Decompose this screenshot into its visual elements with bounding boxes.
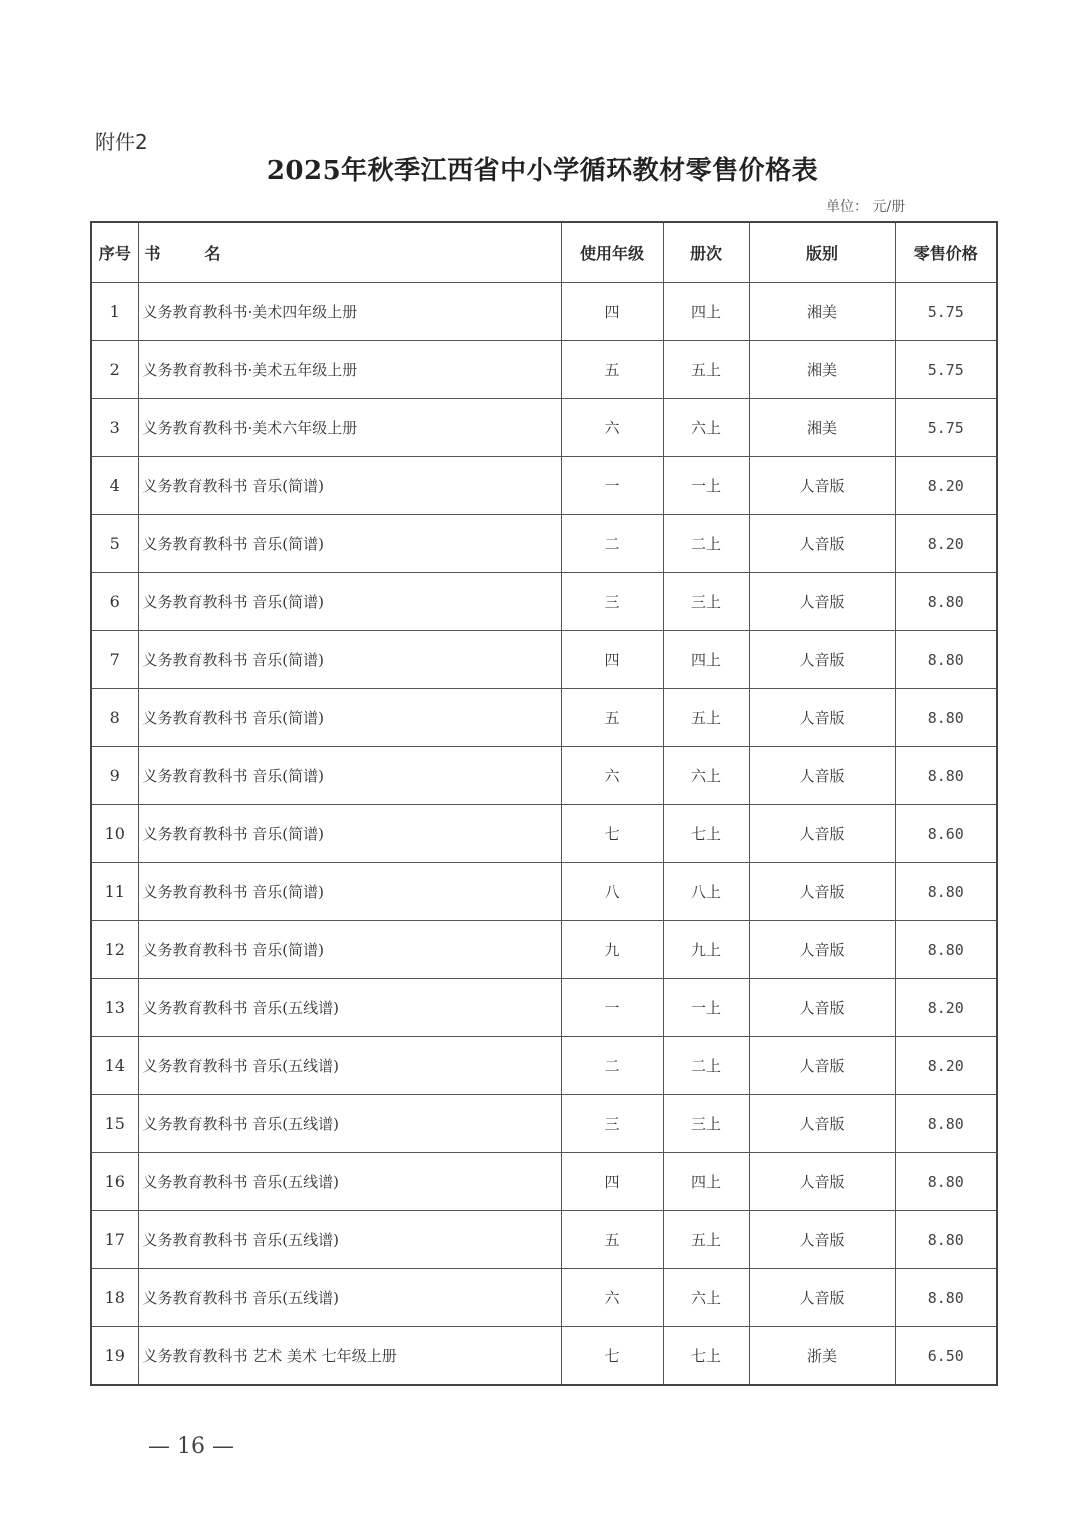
table-row: [91, 805, 997, 863]
cell-no: 19: [91, 1327, 138, 1386]
cell-edition: 浙美: [749, 1327, 895, 1386]
cell-no: 15: [91, 1095, 138, 1153]
cell-name: 义务教育教科书 音乐(简谱): [138, 515, 561, 573]
cell-grade: 八: [561, 863, 663, 921]
cell-no: 3: [91, 399, 138, 457]
table-row: [91, 573, 997, 631]
cell-volume: 二上: [663, 515, 749, 573]
cell-grade: 二: [561, 1037, 663, 1095]
cell-no: 18: [91, 1269, 138, 1327]
cell-price: 8.80: [895, 631, 997, 689]
cell-price: 8.80: [895, 1269, 997, 1327]
header-name-part2: 名: [204, 244, 221, 263]
cell-grade: 五: [561, 1211, 663, 1269]
page-number: — 16 —: [148, 1434, 234, 1459]
table-row: [91, 283, 997, 341]
cell-name: 义务教育教科书 音乐(简谱): [138, 573, 561, 631]
cell-no: 6: [91, 573, 138, 631]
cell-price: 6.50: [895, 1327, 997, 1386]
cell-edition: 人音版: [749, 979, 895, 1037]
cell-price: 5.75: [895, 283, 997, 341]
cell-name: 义务教育教科书 艺术 美术 七年级上册: [138, 1327, 561, 1386]
cell-name: 义务教育教科书 音乐(简谱): [138, 689, 561, 747]
cell-price: 8.20: [895, 1037, 997, 1095]
cell-no: 13: [91, 979, 138, 1037]
cell-volume: 一上: [663, 979, 749, 1037]
cell-name: 义务教育教科书 音乐(五线谱): [138, 1095, 561, 1153]
cell-grade: 六: [561, 747, 663, 805]
cell-grade: 六: [561, 1269, 663, 1327]
unit-note: 单位： 元/册: [826, 199, 906, 215]
header-price: 零售价格: [895, 222, 997, 283]
cell-price: 8.80: [895, 863, 997, 921]
table-row: [91, 1095, 997, 1153]
cell-price: 8.20: [895, 515, 997, 573]
table-row: [91, 1327, 997, 1386]
cell-no: 16: [91, 1153, 138, 1211]
cell-volume: 四上: [663, 283, 749, 341]
cell-price: 5.75: [895, 341, 997, 399]
cell-grade: 七: [561, 805, 663, 863]
cell-no: 8: [91, 689, 138, 747]
cell-grade: 三: [561, 1095, 663, 1153]
cell-grade: 六: [561, 399, 663, 457]
cell-grade: 五: [561, 689, 663, 747]
cell-grade: 五: [561, 341, 663, 399]
cell-volume: 九上: [663, 921, 749, 979]
table-row: [91, 747, 997, 805]
header-name-part1: 书: [144, 244, 161, 263]
cell-price: 8.80: [895, 573, 997, 631]
cell-volume: 四上: [663, 1153, 749, 1211]
cell-edition: 湘美: [749, 341, 895, 399]
cell-no: 14: [91, 1037, 138, 1095]
cell-volume: 八上: [663, 863, 749, 921]
table-body: [91, 283, 997, 1386]
cell-no: 4: [91, 457, 138, 515]
table-header-row: [91, 222, 997, 283]
cell-price: 8.20: [895, 457, 997, 515]
cell-volume: 六上: [663, 399, 749, 457]
cell-price: 8.60: [895, 805, 997, 863]
cell-name: 义务教育教科书 音乐(简谱): [138, 457, 561, 515]
cell-no: 7: [91, 631, 138, 689]
cell-grade: 七: [561, 1327, 663, 1386]
table-row: [91, 341, 997, 399]
cell-no: 10: [91, 805, 138, 863]
table-row: [91, 863, 997, 921]
cell-name: 义务教育教科书 音乐(简谱): [138, 631, 561, 689]
table-row: [91, 399, 997, 457]
price-table: [90, 221, 998, 1386]
table-row: [91, 631, 997, 689]
header-edition: 版别: [749, 222, 895, 283]
cell-volume: 五上: [663, 689, 749, 747]
cell-price: 8.80: [895, 1153, 997, 1211]
cell-volume: 七上: [663, 1327, 749, 1386]
table-row: [91, 515, 997, 573]
cell-no: 1: [91, 283, 138, 341]
cell-volume: 一上: [663, 457, 749, 515]
table-row: [91, 1211, 997, 1269]
cell-volume: 二上: [663, 1037, 749, 1095]
cell-name: 义务教育教科书 音乐(简谱): [138, 863, 561, 921]
cell-volume: 三上: [663, 1095, 749, 1153]
cell-edition: 人音版: [749, 1211, 895, 1269]
cell-grade: 二: [561, 515, 663, 573]
table-row: [91, 921, 997, 979]
header-no: 序号: [91, 222, 138, 283]
cell-edition: 人音版: [749, 573, 895, 631]
cell-price: 8.80: [895, 921, 997, 979]
cell-edition: 人音版: [749, 515, 895, 573]
attachment-label: 附件2: [95, 130, 148, 154]
cell-volume: 三上: [663, 573, 749, 631]
cell-grade: 九: [561, 921, 663, 979]
header-name: [138, 222, 561, 283]
cell-edition: 人音版: [749, 863, 895, 921]
cell-name: 义务教育教科书 音乐(简谱): [138, 805, 561, 863]
header-volume: 册次: [663, 222, 749, 283]
cell-price: 8.80: [895, 1095, 997, 1153]
cell-grade: 四: [561, 1153, 663, 1211]
cell-no: 2: [91, 341, 138, 399]
cell-edition: 人音版: [749, 1269, 895, 1327]
cell-price: 8.20: [895, 979, 997, 1037]
cell-grade: 四: [561, 283, 663, 341]
table-row: [91, 689, 997, 747]
table-row: [91, 979, 997, 1037]
cell-name: 义务教育教科书·美术四年级上册: [138, 283, 561, 341]
cell-edition: 人音版: [749, 747, 895, 805]
cell-price: 8.80: [895, 747, 997, 805]
page-title: 2025年秋季江西省中小学循环教材零售价格表: [266, 156, 819, 186]
cell-no: 17: [91, 1211, 138, 1269]
cell-grade: 一: [561, 457, 663, 515]
cell-volume: 五上: [663, 341, 749, 399]
cell-no: 12: [91, 921, 138, 979]
cell-edition: 湘美: [749, 399, 895, 457]
table-row: [91, 457, 997, 515]
table-row: [91, 1269, 997, 1327]
table-row: [91, 1037, 997, 1095]
cell-grade: 一: [561, 979, 663, 1037]
cell-name: 义务教育教科书 音乐(五线谱): [138, 1037, 561, 1095]
table-row: [91, 1153, 997, 1211]
cell-volume: 七上: [663, 805, 749, 863]
cell-name: 义务教育教科书·美术六年级上册: [138, 399, 561, 457]
cell-no: 11: [91, 863, 138, 921]
cell-edition: 人音版: [749, 631, 895, 689]
cell-edition: 湘美: [749, 283, 895, 341]
cell-grade: 四: [561, 631, 663, 689]
cell-edition: 人音版: [749, 1153, 895, 1211]
cell-grade: 三: [561, 573, 663, 631]
cell-edition: 人音版: [749, 689, 895, 747]
header-grade: 使用年级: [561, 222, 663, 283]
cell-no: 9: [91, 747, 138, 805]
cell-name: 义务教育教科书 音乐(简谱): [138, 747, 561, 805]
cell-name: 义务教育教科书 音乐(五线谱): [138, 979, 561, 1037]
cell-edition: 人音版: [749, 805, 895, 863]
cell-name: 义务教育教科书 音乐(简谱): [138, 921, 561, 979]
cell-name: 义务教育教科书 音乐(五线谱): [138, 1269, 561, 1327]
cell-edition: 人音版: [749, 457, 895, 515]
cell-volume: 六上: [663, 1269, 749, 1327]
cell-edition: 人音版: [749, 1095, 895, 1153]
cell-price: 8.80: [895, 689, 997, 747]
cell-no: 5: [91, 515, 138, 573]
cell-edition: 人音版: [749, 921, 895, 979]
cell-price: 5.75: [895, 399, 997, 457]
cell-name: 义务教育教科书 音乐(五线谱): [138, 1211, 561, 1269]
cell-name: 义务教育教科书 音乐(五线谱): [138, 1153, 561, 1211]
cell-name: 义务教育教科书·美术五年级上册: [138, 341, 561, 399]
cell-edition: 人音版: [749, 1037, 895, 1095]
cell-volume: 四上: [663, 631, 749, 689]
cell-price: 8.80: [895, 1211, 997, 1269]
cell-volume: 五上: [663, 1211, 749, 1269]
cell-volume: 六上: [663, 747, 749, 805]
